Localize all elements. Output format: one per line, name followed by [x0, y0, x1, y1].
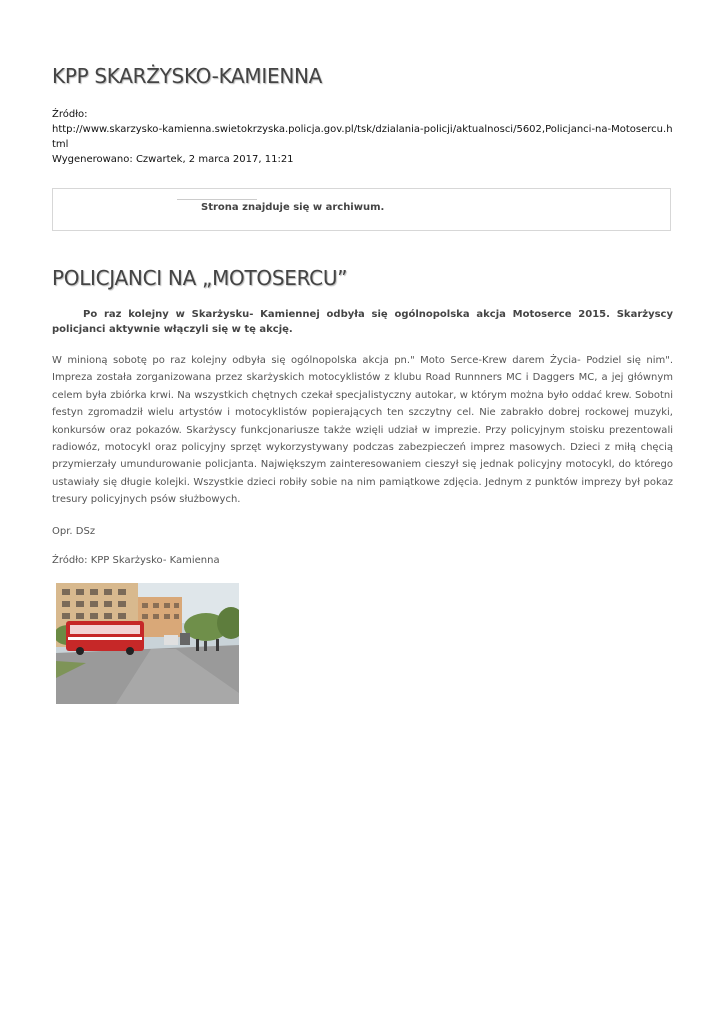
source-label: Źródło:	[52, 109, 88, 120]
archive-notice-text: Strona znajduje się w archiwum.	[201, 202, 385, 213]
event-photo-image	[56, 583, 239, 704]
document-meta	[52, 107, 673, 167]
site-title: KPP SKARŻYSKO-KAMIENNA	[52, 64, 323, 88]
archive-divider	[177, 199, 257, 200]
archive-notice	[52, 188, 671, 231]
article-photo	[56, 583, 239, 704]
article-author: Opr. DSz	[52, 526, 96, 537]
article-title: POLICJANCI NA „MOTOSERCU”	[52, 266, 348, 290]
source-url: http://www.skarzysko-kamienna.swietokrzyska.policja.gov.pl/tsk/dzialania-policji/aktualnosci/5602,Policjanci-na-Motosercu.html	[52, 124, 673, 150]
article-source: Źródło: KPP Skarżysko- Kamienna	[52, 555, 220, 566]
article-body: W minioną sobotę po raz kolejny odbyła się ogólnopolska akcja pn." Moto Serce-Krew darem Życia- Podziel się nim". Impreza została zorganizowana przez skarżyskich motocyklistów z klubu Road Runnners MC i Daggers MC, a jej głównym celem była zbiórka krwi. Na wszystkich chętnych czekał specjalistyczny autokar, w którym można było oddać krew. Sobotni festyn zgromadził wielu artystów i motocyklistów popierających ten szczytny cel. Nie zabrakło dobrej rockowej muzyki, konkursów oraz pokazów. Skarżyscy funkcjonariusze także wzięli udział w imprezie. Przy policyjnym stoisku prezentowali radiowóz, motocykl oraz policyjny sprzęt wykorzystywany podczas zabezpieczeń imprez masowych. Dzieci z miłą chęcią przymierzały umundurowanie policjanta. Największym zainteresowaniem cieszył się jednak policyjny motocykl, do którego ustawiały się długie kolejki. Wszystkie dzieci robiły sobie na nim pamiątkowe zdjęcia. Jednym z punktów imprezy był pokaz tresury policyjnych psów służbowych.	[52, 355, 673, 506]
article-lead: Po raz kolejny w Skarżysku- Kamiennej odbyła się ogólnopolska akcja Motoserce 2015. Skarżyscy policjanci aktywnie włączyli się w tę akcję.	[52, 309, 673, 335]
generated-timestamp: Wygenerowano: Czwartek, 2 marca 2017, 11:21	[52, 154, 294, 165]
